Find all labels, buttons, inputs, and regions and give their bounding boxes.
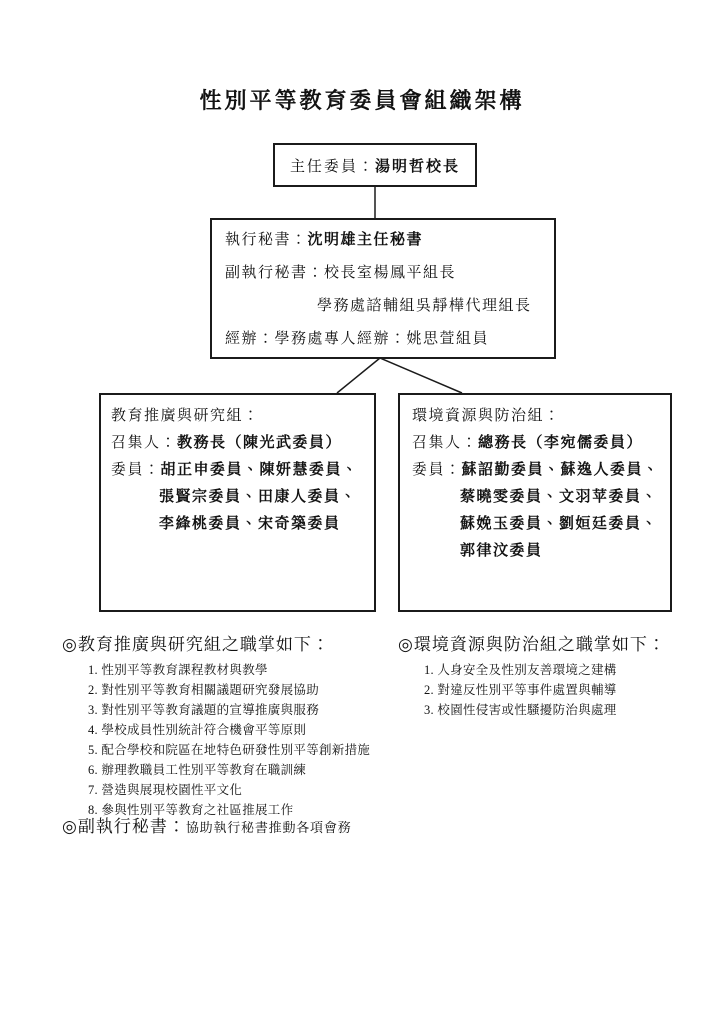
- environment-duties-section: [398, 633, 713, 720]
- education-duties-heading: ◎教育推廣與研究組之職掌如下：: [62, 635, 330, 654]
- duty-item: 1. 性別平等教育課程教材與教學: [88, 663, 268, 677]
- left-diagonal-connector-line: [337, 358, 380, 393]
- duty-item: 7. 營造與展現校園性平文化: [88, 783, 243, 797]
- education-duties-list: [88, 660, 407, 820]
- deputy-note-label: ◎副執行秘書：: [62, 817, 186, 836]
- education-group-box: [99, 393, 376, 612]
- environment-group-members-line: 蘇娩玉委員、劉姮廷委員、: [460, 516, 659, 532]
- deputy-secretary-line: 副執行秘書：校長室楊鳳平組長: [225, 265, 457, 281]
- duty-item: 2. 對性別平等教育相關議題研究發展協助: [88, 683, 320, 697]
- environment-group-members-line: 郭律汶委員: [460, 543, 543, 559]
- members-label: 委員：: [111, 462, 161, 478]
- members-names: 胡正申委員、陳妍慧委員、: [160, 462, 359, 478]
- chair-box: [273, 143, 477, 187]
- deputy-secretary-note: [62, 812, 351, 837]
- environment-group-title: 環境資源與防治組：: [412, 408, 561, 424]
- duty-item: 4. 學校成員性別統計符合機會平等原則: [88, 723, 307, 737]
- education-group-members-line: 李綘桃委員、宋奇築委員: [159, 516, 341, 532]
- education-group-convener-line: [111, 430, 370, 457]
- duty-item: 8. 參與性別平等教育之社區推展工作: [88, 803, 294, 817]
- convener-label: 召集人：: [111, 435, 178, 451]
- deputy-note-text: 協助執行秘書推動各項會務: [185, 820, 352, 835]
- environment-group-convener-line: [412, 430, 666, 457]
- education-duties-section: [62, 633, 407, 820]
- education-group-members-line: [111, 457, 370, 484]
- members-label: 委員：: [412, 462, 462, 478]
- members-names: 蘇詔勤委員、蘇逸人委員、: [461, 462, 660, 478]
- environment-group-members-line: [412, 457, 666, 484]
- secretary-box: [210, 218, 556, 359]
- convener-label: 召集人：: [412, 435, 479, 451]
- right-diagonal-connector-line: [380, 358, 462, 393]
- exec-secretary-line: [225, 229, 548, 251]
- page-title: 性別平等教育委員會組織架構: [199, 88, 525, 113]
- duty-item: 3. 對性別平等教育議題的宣導推廣與服務: [88, 703, 320, 717]
- environment-group-box: [398, 393, 672, 612]
- duty-item: 1. 人身安全及性別友善環境之建構: [424, 663, 617, 677]
- education-group-members-line: 張賢宗委員、田康人委員、: [159, 489, 358, 505]
- education-group-title: 教育推廣與研究組：: [111, 408, 260, 424]
- environment-duties-list: [424, 660, 713, 720]
- duty-item: 6. 辦理教職員工性別平等教育在職訓練: [88, 763, 307, 777]
- exec-secretary-name: 沈明雄主任秘書: [307, 232, 424, 248]
- exec-secretary-label: 執行秘書：: [225, 232, 308, 248]
- duty-item: 3. 校園性侵害或性騷擾防治與處理: [424, 703, 617, 717]
- duty-item: 2. 對違反性別平等事件處置與輔導: [424, 683, 617, 697]
- convener-name: 總務長（李宛儒委員）: [478, 435, 644, 451]
- handler-line: 經辦：學務處專人經辦：姚思萱組員: [225, 331, 490, 347]
- deputy-secretary-line-2: 學務處諮輔組吳靜樺代理組長: [317, 298, 532, 314]
- convener-name: 教務長（陳光武委員）: [177, 435, 343, 451]
- environment-duties-heading: ◎環境資源與防治組之職掌如下：: [398, 635, 666, 654]
- chair-label: 主任委員：: [289, 158, 375, 175]
- chair-name: 湯明哲校長: [375, 158, 461, 175]
- duty-item: 5. 配合學校和院區在地特色研發性別平等創新措施: [88, 743, 371, 757]
- environment-group-members-line: 蔡曉雯委員、文羽苹委員、: [460, 489, 659, 505]
